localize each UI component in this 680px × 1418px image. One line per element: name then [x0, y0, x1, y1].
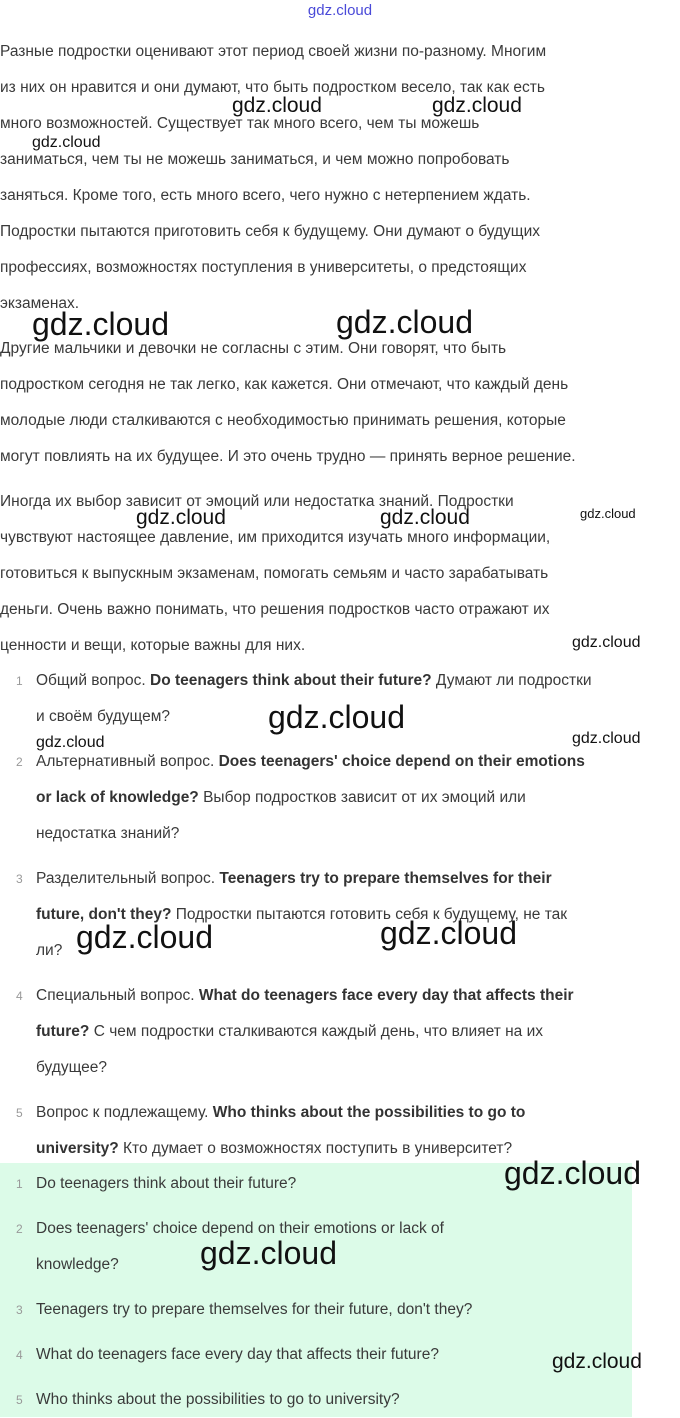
- paragraph-3: Иногда их выбор зависит от эмоций или недостатка знаний. Подростки чувствуют настоящее давление, им приходится изучать много информации, готовиться к выпускным экзаменам, помогать семьям и часто зарабатывать деньги. Очень важно понимать, что решения подростков часто отражают их ценности и вещи, которые важны для них.: [0, 493, 551, 654]
- question-type: Вопрос к подлежащему.: [36, 1104, 209, 1121]
- question-type: Специальный вопрос.: [36, 987, 195, 1004]
- list-number: 3: [16, 872, 23, 886]
- list-number: 3: [16, 1303, 23, 1317]
- question-item: [0, 978, 680, 1086]
- list-number: 2: [16, 1222, 23, 1236]
- list-number: 4: [16, 1348, 23, 1362]
- watermark: gdz.cloud: [380, 915, 517, 951]
- watermark: gdz.cloud: [336, 304, 473, 340]
- site-header-logo[interactable]: gdz.cloud: [307, 2, 373, 19]
- answer-text: Teenagers try to prepare themselves for their future, don't they?: [36, 1301, 473, 1318]
- question-english: What do teenagers face every day that affects their future?: [36, 987, 574, 1040]
- question-translation: Кто думает о возможностях поступить в университет?: [123, 1140, 513, 1157]
- question-type: Разделительный вопрос.: [36, 870, 216, 887]
- watermark: gdz.cloud: [552, 1350, 642, 1373]
- answer-list: [0, 1166, 680, 1418]
- answer-text: What do teenagers face every day that affects their future?: [36, 1346, 439, 1363]
- watermark: gdz.cloud: [136, 506, 226, 529]
- watermark: gdz.cloud: [32, 134, 101, 151]
- answer-box: [0, 1163, 632, 1417]
- watermark: gdz.cloud: [232, 94, 322, 117]
- answer-text: Who thinks about the possibilities to go to university?: [36, 1391, 400, 1408]
- question-english: Does teenagers' choice depend on their emotions or lack of knowledge?: [36, 753, 585, 806]
- watermark: gdz.cloud: [380, 506, 470, 529]
- paragraph-2: Другие мальчики и девочки не согласны с этим. Они говорят, что быть подростком сегодня не так легко, как кажется. Они отмечают, что каждый день молодые люди сталкиваются с необходимостью принимать решения, которые могут повлиять на их будущее. И это очень трудно — принять верное решение.: [0, 340, 576, 465]
- list-number: 5: [16, 1106, 23, 1120]
- question-translation: Подростки пытаются готовить себя к будущему, не так ли?: [36, 906, 568, 959]
- paragraph-1: Разные подростки оценивают этот период своей жизни по-разному. Многим из них он нравится и они думают, что быть подростком весело, так как есть много возможностей. Существует так много всего, чем ты можешь заниматься, чем ты не можешь заниматься, и чем можно попробовать заняться. Кроме того, есть много всего, чего нужно с нетерпением ждать. Подростки пытаются приготовить себя к будущему. Они думают о будущих профессиях, возможностях поступления в университеты, о предстоящих экзаменах.: [0, 43, 547, 312]
- list-number: 4: [16, 989, 23, 1003]
- watermark: gdz.cloud: [432, 94, 522, 117]
- watermark: gdz.cloud: [32, 306, 169, 342]
- list-number: 5: [16, 1393, 23, 1407]
- answer-text: Do teenagers think about their future?: [36, 1175, 297, 1192]
- answer-item: [0, 1382, 680, 1418]
- answer-text: Does teenagers' choice depend on their emotions or lack of knowledge?: [36, 1220, 444, 1273]
- question-english: Teenagers try to prepare themselves for their future, don't they?: [36, 870, 552, 923]
- answer-item: [0, 1211, 680, 1283]
- watermark: gdz.cloud: [268, 699, 405, 735]
- watermark: gdz.cloud: [580, 506, 636, 521]
- question-translation: Думают ли подростки и своём будущем?: [36, 672, 592, 725]
- watermark: gdz.cloud: [76, 919, 213, 955]
- answer-item: [0, 1292, 680, 1328]
- question-type: Альтернативный вопрос.: [36, 753, 215, 770]
- question-type: Общий вопрос.: [36, 672, 146, 689]
- question-item: [0, 1095, 680, 1167]
- question-english: Who thinks about the possibilities to go to university?: [36, 1104, 526, 1157]
- answer-item: [0, 1166, 680, 1202]
- question-translation: С чем подростки сталкиваются каждый день, что влияет на их будущее?: [36, 1023, 544, 1076]
- question-translation: Выбор подростков зависит от их эмоций или недостатка знаний?: [36, 789, 526, 842]
- list-number: 1: [16, 1177, 23, 1191]
- answer-item: [0, 1337, 680, 1373]
- watermark: gdz.cloud: [572, 730, 641, 747]
- watermark: gdz.cloud: [36, 734, 105, 751]
- question-english: Do teenagers think about their future?: [150, 672, 432, 689]
- question-list: [0, 663, 680, 1167]
- list-number: 2: [16, 755, 23, 769]
- watermark: gdz.cloud: [504, 1155, 641, 1191]
- watermark: gdz.cloud: [200, 1235, 337, 1271]
- question-item: [0, 861, 680, 969]
- list-number: 1: [16, 674, 23, 688]
- question-item: [0, 744, 680, 852]
- question-item: [0, 663, 680, 735]
- watermark: gdz.cloud: [572, 634, 641, 651]
